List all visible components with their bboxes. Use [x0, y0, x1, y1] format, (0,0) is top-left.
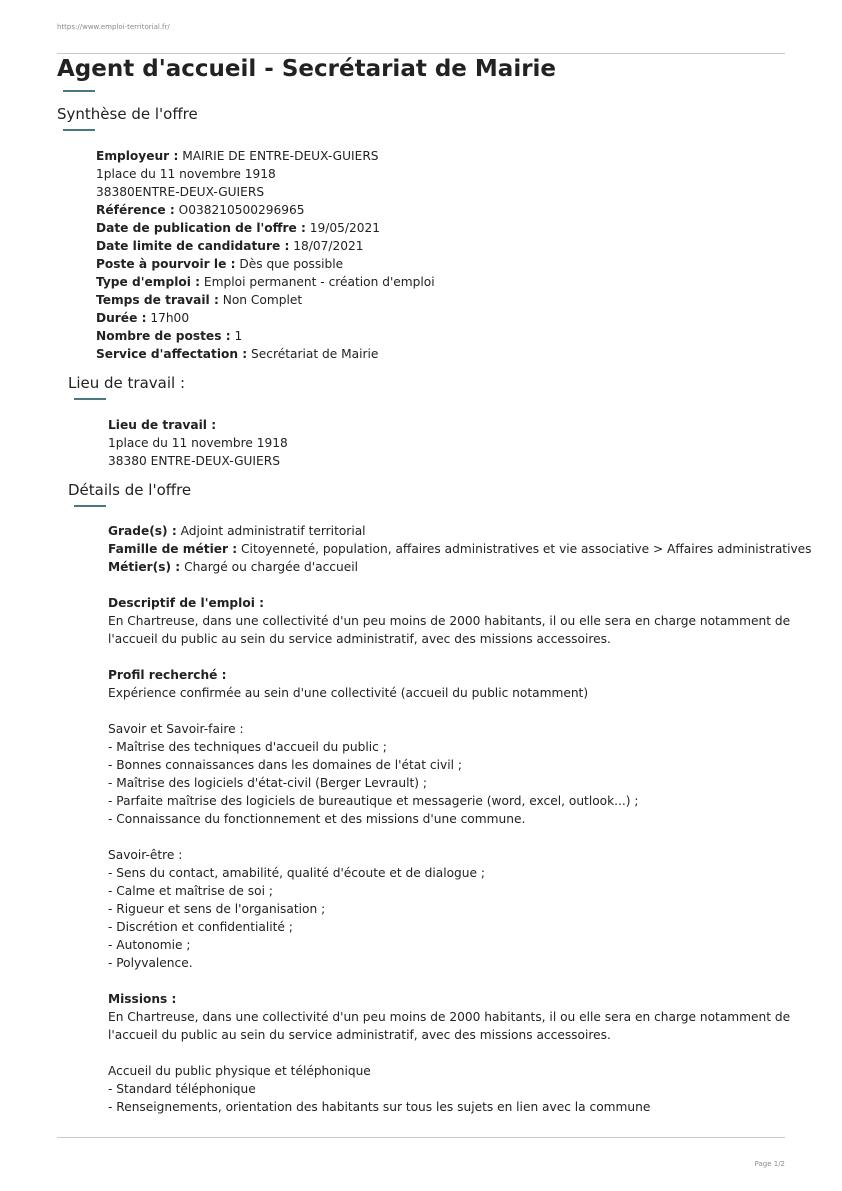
duree-row: [96, 309, 435, 327]
date-publication-value: 19/05/2021: [309, 221, 381, 235]
list-item: - Autonomie ;: [108, 938, 191, 952]
details-block: [108, 522, 812, 1116]
temps-travail-value: Non Complet: [222, 293, 303, 307]
list-item: - Renseignements, orientation des habitants sur tous les sujets en lien avec la commune: [108, 1100, 651, 1114]
list-item: - Sens du contact, amabilité, qualité d'écoute et de dialogue ;: [108, 866, 485, 880]
metier-label: Métier(s) :: [108, 560, 181, 574]
descriptif-line: En Chartreuse, dans une collectivité d'un peu moins de 2000 habitants, il ou elle sera en charge notamment de: [108, 614, 791, 628]
page-number: Page 1/2: [754, 1160, 785, 1168]
poste-row: [96, 255, 435, 273]
poste-label: Poste à pourvoir le :: [96, 257, 236, 271]
employeur-address-line1: 1place du 11 novembre 1918: [96, 167, 276, 181]
date-limite-row: [96, 237, 435, 255]
descriptif-label: [108, 594, 812, 612]
descriptif-line: l'accueil du public au sein du service administratif, avec des missions accessoires.: [108, 632, 611, 646]
nb-postes-label: Nombre de postes :: [96, 329, 231, 343]
savoir-faire-title: Savoir et Savoir-faire :: [108, 722, 244, 736]
list-item: - Connaissance du fonctionnement et des missions d'une commune.: [108, 812, 526, 826]
profil-line: Expérience confirmée au sein d'une collectivité (accueil du public notamment): [108, 686, 589, 700]
list-item: - Calme et maîtrise de soi ;: [108, 884, 273, 898]
type-emploi-value: Emploi permanent - création d'emploi: [203, 275, 435, 289]
type-emploi-row: [96, 273, 435, 291]
lieu-line2: 38380 ENTRE-DEUX-GUIERS: [108, 454, 280, 468]
service-value: Secrétariat de Mairie: [251, 347, 379, 361]
list-item: - Parfaite maîtrise des logiciels de bureautique et messagerie (word, excel, outlook...) ;: [108, 794, 639, 808]
details-accent-rule: [74, 505, 106, 507]
employeur-value: MAIRIE DE ENTRE-DEUX-GUIERS: [182, 149, 379, 163]
bottom-divider: [57, 1137, 785, 1138]
temps-travail-label: Temps de travail :: [96, 293, 219, 307]
page-title: Agent d'accueil - Secrétariat de Mairie: [57, 56, 557, 82]
lieu-heading: Lieu de travail :: [68, 374, 186, 392]
synthese-block: [96, 147, 435, 363]
date-limite-label: Date limite de candidature :: [96, 239, 290, 253]
service-row: [96, 345, 435, 363]
lieu-accent-rule: [74, 398, 106, 400]
grade-label: Grade(s) :: [108, 524, 177, 538]
list-item: - Bonnes connaissances dans les domaines de l'état civil ;: [108, 758, 462, 772]
service-label: Service d'affectation :: [96, 347, 248, 361]
nb-postes-value: 1: [234, 329, 243, 343]
synthese-heading: Synthèse de l'offre: [57, 105, 198, 123]
type-emploi-label: Type d'emploi :: [96, 275, 201, 289]
duree-label: Durée :: [96, 311, 147, 325]
lieu-block: [108, 416, 288, 470]
employeur-row: [96, 147, 435, 165]
details-heading: Détails de l'offre: [68, 481, 192, 499]
accueil-title: Accueil du public physique et téléphonique: [108, 1064, 371, 1078]
descriptif-label-text: Descriptif de l'emploi :: [108, 596, 264, 610]
employeur-address-line2: 38380ENTRE-DEUX-GUIERS: [96, 185, 265, 199]
employeur-label: Employeur :: [96, 149, 179, 163]
reference-value: O038210500296965: [178, 203, 305, 217]
title-accent-rule: [63, 90, 95, 92]
savoir-etre-title: Savoir-être :: [108, 848, 183, 862]
list-item: - Maîtrise des techniques d'accueil du public ;: [108, 740, 387, 754]
famille-value: Citoyenneté, population, affaires administratives et vie associative > Affaires administratives: [241, 542, 812, 556]
list-item: - Rigueur et sens de l'organisation ;: [108, 902, 326, 916]
duree-value: 17h00: [150, 311, 190, 325]
grade-row: [108, 522, 812, 540]
list-item: - Maîtrise des logiciels d'état-civil (Berger Levrault) ;: [108, 776, 428, 790]
metier-value: Chargé ou chargée d'accueil: [184, 560, 358, 574]
list-item: - Polyvalence.: [108, 956, 193, 970]
metier-row: [108, 558, 812, 576]
missions-line: En Chartreuse, dans une collectivité d'un peu moins de 2000 habitants, il ou elle sera en charge notamment de: [108, 1010, 791, 1024]
lieu-label: [108, 416, 288, 434]
nb-postes-row: [96, 327, 435, 345]
date-publication-label: Date de publication de l'offre :: [96, 221, 306, 235]
reference-row: [96, 201, 435, 219]
temps-travail-row: [96, 291, 435, 309]
reference-label: Référence :: [96, 203, 175, 217]
famille-label: Famille de métier :: [108, 542, 238, 556]
missions-label-text: Missions :: [108, 992, 177, 1006]
list-item: - Discrétion et confidentialité ;: [108, 920, 293, 934]
lieu-label-text: Lieu de travail :: [108, 418, 217, 432]
profil-label-text: Profil recherché :: [108, 668, 227, 682]
source-url: https://www.emploi-territorial.fr/: [57, 23, 170, 31]
famille-row: [108, 540, 812, 558]
missions-label: [108, 990, 812, 1008]
synthese-accent-rule: [63, 129, 95, 131]
profil-label: [108, 666, 812, 684]
missions-line: l'accueil du public au sein du service administratif, avec des missions accessoires.: [108, 1028, 611, 1042]
grade-value: Adjoint administratif territorial: [180, 524, 366, 538]
list-item: - Standard téléphonique: [108, 1082, 256, 1096]
top-divider: [57, 53, 785, 54]
date-limite-value: 18/07/2021: [293, 239, 364, 253]
lieu-line1: 1place du 11 novembre 1918: [108, 436, 288, 450]
poste-value: Dès que possible: [239, 257, 344, 271]
date-publication-row: [96, 219, 435, 237]
